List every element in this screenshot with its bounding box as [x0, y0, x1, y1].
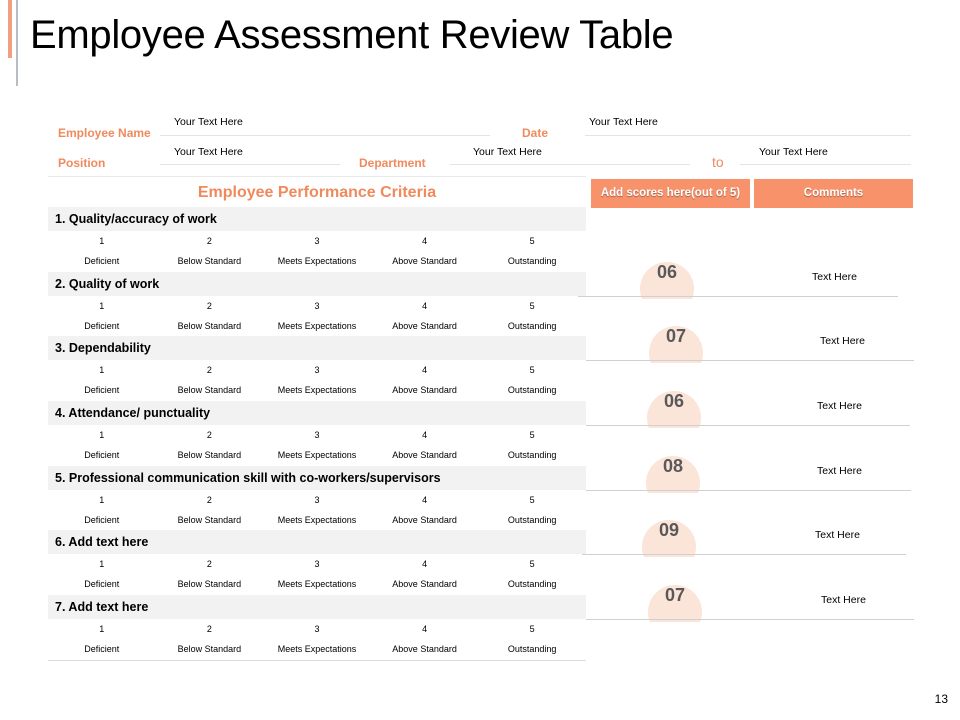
criterion-block [48, 272, 586, 337]
scale-label: Below Standard [177, 256, 242, 266]
criteria-table [48, 207, 586, 661]
comment-text[interactable]: Text Here [820, 335, 865, 347]
scale-number[interactable]: 1 [99, 559, 105, 570]
scale-label: Outstanding [507, 385, 557, 396]
scale-number[interactable]: 3 [314, 430, 320, 441]
score-cell [578, 452, 908, 492]
scale-label: Deficient [84, 385, 120, 396]
score-cell [578, 516, 908, 556]
scale-label-row [48, 316, 586, 336]
scale-label: Above Standard [392, 579, 457, 590]
scale-number[interactable]: 2 [206, 236, 212, 246]
comment-text[interactable]: Text Here [812, 271, 857, 283]
scale-number[interactable]: 4 [422, 300, 428, 311]
scale-number-row [48, 619, 586, 639]
position-value[interactable]: Your Text Here [174, 146, 243, 158]
department-value[interactable]: Your Text Here [473, 146, 542, 158]
department-underline [450, 164, 690, 165]
scale-label: Above Standard [392, 320, 457, 331]
score-cell [578, 581, 908, 621]
scale-number[interactable]: 5 [529, 300, 535, 311]
criterion-name: 1. Quality/accuracy of work [48, 207, 586, 231]
scale-label: Meets Expectations [277, 644, 357, 655]
scale-label: Above Standard [392, 256, 457, 266]
score-divider [586, 490, 911, 491]
scale-number[interactable]: 1 [99, 494, 105, 505]
scale-label-row [48, 380, 586, 400]
criterion-name: 4. Attendance/ punctuality [48, 401, 586, 425]
scale-label-row [48, 445, 586, 465]
scale-label: Outstanding [507, 579, 557, 590]
criterion-block [48, 466, 586, 531]
scale-number[interactable]: 4 [422, 365, 428, 376]
scale-label-row [48, 510, 586, 530]
score-cell [578, 322, 908, 362]
scale-number-row [48, 425, 586, 445]
comment-text[interactable]: Text Here [817, 465, 862, 477]
scale-label: Above Standard [392, 644, 457, 655]
date-value[interactable]: Your Text Here [589, 116, 658, 128]
criterion-block [48, 401, 586, 466]
score-divider [586, 619, 914, 620]
scale-label-row [48, 639, 586, 659]
scale-label: Deficient [84, 320, 120, 331]
scale-label: Deficient [84, 450, 120, 461]
criterion-name: 7. Add text here [48, 595, 586, 619]
scale-number[interactable]: 4 [422, 236, 428, 246]
criteria-title: Employee Performance Criteria [48, 176, 586, 208]
scale-label: Outstanding [507, 644, 557, 655]
criterion-name: 2. Quality of work [48, 272, 586, 296]
scale-number-row [48, 296, 586, 316]
page-title: Employee Assessment Review Table [30, 13, 674, 57]
scale-label: Below Standard [177, 450, 242, 461]
employee-name-underline [160, 135, 490, 136]
scale-label: Above Standard [392, 450, 457, 461]
scale-label: Outstanding [507, 450, 557, 461]
comments-header: Comments [754, 179, 913, 208]
date-label: Date [522, 126, 549, 140]
scale-label-row [48, 574, 586, 594]
score-value[interactable]: 07 [664, 585, 686, 605]
scale-number[interactable]: 1 [99, 365, 105, 376]
score-cell [578, 387, 908, 427]
score-divider [578, 296, 898, 297]
scale-label: Below Standard [177, 579, 242, 590]
scale-label: Meets Expectations [277, 256, 357, 266]
criterion-name: 3. Dependability [48, 336, 586, 360]
scale-number[interactable]: 5 [529, 365, 535, 376]
criterion-name: 6. Add text here [48, 530, 586, 554]
scale-number[interactable]: 5 [529, 494, 535, 505]
scale-number[interactable]: 5 [529, 430, 535, 441]
scale-number[interactable]: 4 [422, 559, 428, 570]
scale-number[interactable]: 3 [314, 300, 320, 311]
scale-number[interactable]: 2 [206, 365, 212, 376]
scale-number[interactable]: 4 [422, 624, 428, 635]
scale-number[interactable]: 1 [99, 236, 105, 246]
to-label: to [712, 154, 724, 170]
criterion-block [48, 530, 586, 595]
scale-number[interactable]: 3 [314, 365, 320, 376]
scale-number[interactable]: 2 [206, 300, 212, 311]
scale-number-row [48, 490, 586, 510]
scale-label: Below Standard [177, 644, 242, 655]
date-underline [585, 135, 911, 136]
scale-label: Meets Expectations [277, 579, 357, 590]
scale-label: Meets Expectations [277, 514, 357, 525]
scale-number[interactable]: 1 [99, 430, 105, 441]
scale-number[interactable]: 5 [529, 624, 535, 635]
scale-number-row [48, 360, 586, 380]
score-divider [586, 425, 910, 426]
scale-label-row [48, 251, 586, 271]
accent-bar [8, 0, 12, 58]
scale-label: Deficient [84, 514, 120, 525]
scale-label: Deficient [84, 256, 120, 266]
scale-number[interactable]: 2 [206, 494, 212, 505]
scale-number-row [48, 554, 586, 574]
scale-label: Deficient [84, 644, 120, 655]
scale-number[interactable]: 5 [529, 236, 535, 246]
employee-name-value[interactable]: Your Text Here [174, 116, 243, 128]
scale-label: Outstanding [507, 514, 557, 525]
score-divider [582, 554, 906, 555]
department-label: Department [359, 156, 426, 170]
position-underline [160, 164, 340, 165]
comment-text[interactable]: Text Here [817, 400, 862, 412]
scale-label: Above Standard [392, 385, 457, 396]
criterion-name: 5. Professional communication skill with co-workers/supervisors [48, 466, 586, 490]
scale-number[interactable]: 2 [206, 430, 212, 441]
score-cell [578, 258, 908, 298]
scale-label: Outstanding [507, 256, 557, 266]
scale-label: Meets Expectations [277, 385, 357, 396]
scale-number[interactable]: 3 [314, 494, 320, 505]
page-number: 13 [934, 692, 948, 706]
employee-name-label: Employee Name [58, 126, 151, 140]
score-value[interactable]: 09 [658, 520, 680, 540]
scale-label: Below Standard [177, 514, 242, 525]
scale-label: Meets Expectations [277, 320, 357, 331]
score-value[interactable]: 08 [662, 456, 684, 476]
scale-label: Deficient [84, 579, 120, 590]
scale-label: Outstanding [507, 320, 557, 331]
scale-label: Above Standard [392, 514, 457, 525]
comment-text[interactable]: Text Here [815, 529, 860, 541]
scale-number-row [48, 231, 586, 251]
scale-label: Below Standard [177, 385, 242, 396]
score-divider [586, 360, 914, 361]
scale-number[interactable]: 3 [314, 236, 320, 246]
scale-number[interactable]: 4 [422, 430, 428, 441]
scale-number[interactable]: 2 [206, 624, 212, 635]
scale-number[interactable]: 1 [99, 624, 105, 635]
scale-number[interactable]: 3 [314, 624, 320, 635]
criterion-block [48, 207, 586, 272]
scale-number[interactable]: 5 [529, 559, 535, 570]
score-value[interactable]: 06 [656, 262, 678, 282]
to-underline [740, 164, 911, 165]
scores-header: Add scores here(out of 5) [591, 179, 750, 208]
comment-text[interactable]: Text Here [821, 594, 866, 606]
score-value[interactable]: 07 [665, 326, 687, 346]
scale-number[interactable]: 1 [99, 300, 105, 311]
criterion-block [48, 336, 586, 401]
criterion-block [48, 595, 586, 661]
scale-label: Below Standard [177, 320, 242, 331]
to-value[interactable]: Your Text Here [759, 146, 828, 158]
score-value[interactable]: 06 [663, 391, 685, 411]
scale-number[interactable]: 4 [422, 494, 428, 505]
position-label: Position [58, 156, 106, 170]
scale-number[interactable]: 2 [206, 559, 212, 570]
scale-label: Meets Expectations [277, 450, 357, 461]
accent-line [16, 0, 18, 86]
scale-number[interactable]: 3 [314, 559, 320, 570]
